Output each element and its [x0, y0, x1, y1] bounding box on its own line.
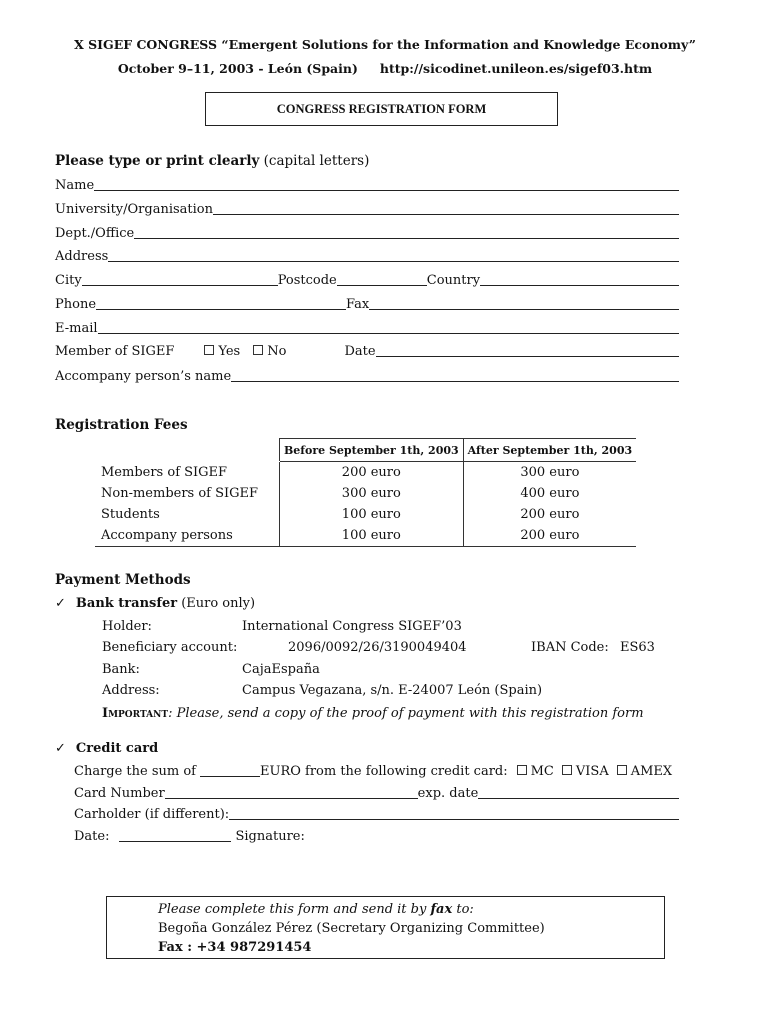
- important-note: [102, 706, 644, 721]
- address-row: [55, 249, 679, 264]
- yes-checkbox[interactable]: [204, 345, 214, 355]
- fees-header-after: After September 1th, 2003: [463, 439, 636, 462]
- fee-before: 100 euro: [280, 504, 464, 525]
- amex-checkbox[interactable]: [617, 765, 627, 775]
- visa-label: VISA: [575, 764, 609, 779]
- accompany-field[interactable]: [231, 369, 679, 382]
- fees-table: [95, 438, 636, 547]
- charge-row: [74, 764, 714, 779]
- card-date-field[interactable]: [119, 829, 231, 842]
- dept-field[interactable]: [134, 226, 679, 239]
- city-row: [55, 273, 679, 288]
- no-checkbox[interactable]: [253, 345, 263, 355]
- credit-card-heading: [55, 741, 158, 756]
- footer-line1: [158, 900, 664, 919]
- exp-date-field[interactable]: [478, 786, 679, 799]
- phone-field[interactable]: [96, 297, 346, 310]
- congress-title: X SIGEF CONGRESS “Emergent Solutions for the Information and Knowledge Economy”: [74, 37, 696, 52]
- name-label: Name: [55, 178, 95, 193]
- bank-transfer-note: (Euro only): [177, 596, 256, 611]
- date-field[interactable]: [376, 344, 679, 357]
- fee-before: 200 euro: [280, 462, 464, 484]
- congress-dates-line: [0, 61, 770, 76]
- university-label: University/Organisation: [55, 202, 213, 217]
- bank-address-value: Campus Vegazana, s/n. E-24007 León (Spain): [242, 683, 543, 698]
- instructions-normal: (capital letters): [259, 153, 370, 169]
- charge-suffix: EURO from the following credit card:: [260, 764, 508, 779]
- footer-box: [106, 896, 665, 959]
- city-field[interactable]: [82, 273, 278, 286]
- dept-label: Dept./Office: [55, 226, 135, 241]
- yes-label: Yes: [218, 344, 241, 359]
- card-date-label: Date:: [74, 829, 110, 844]
- fees-row-non-members: [95, 483, 636, 504]
- fee-after: 200 euro: [463, 525, 636, 547]
- phone-row: [55, 297, 679, 312]
- bank-value: CajaEspaña: [242, 662, 320, 677]
- instructions-bold: Please type or print clearly: [55, 153, 260, 169]
- cardholder-label: Carholder (if different):: [74, 807, 230, 822]
- footer-line1-pre: Please complete this form and send it by: [158, 902, 431, 917]
- cardholder-row: [74, 807, 679, 822]
- phone-label: Phone: [55, 297, 97, 312]
- footer-line1-bold: fax: [430, 902, 453, 917]
- accompany-row: [55, 369, 679, 384]
- exp-date-label: exp. date: [417, 786, 479, 801]
- card-number-label: Card Number: [74, 786, 165, 801]
- form-title: CONGRESS REGISTRATION FORM: [276, 101, 487, 116]
- checkmark-icon: ✓: [55, 741, 66, 756]
- city-label: City: [55, 273, 82, 288]
- date-signature-row: [74, 829, 374, 844]
- visa-checkbox[interactable]: [562, 765, 572, 775]
- visa-option[interactable]: [562, 764, 609, 779]
- account-value: 2096/0092/26/3190049404: [288, 640, 467, 655]
- country-field[interactable]: [480, 273, 679, 286]
- amex-label: AMEX: [630, 764, 673, 779]
- no-label: No: [267, 344, 287, 359]
- footer-line1-post: to:: [452, 902, 474, 917]
- fee-before: 100 euro: [280, 525, 464, 547]
- member-yes-option[interactable]: [204, 344, 240, 359]
- dept-row: [55, 226, 679, 241]
- fee-label: Accompany persons: [95, 525, 280, 547]
- fee-before: 300 euro: [280, 483, 464, 504]
- checkmark-icon: ✓: [55, 596, 66, 611]
- fees-header-before: Before September 1th, 2003: [280, 439, 464, 462]
- footer-line2: Begoña González Pérez (Secretary Organizing Committee): [158, 921, 545, 936]
- holder-value: International Congress SIGEF’03: [242, 619, 462, 634]
- bank-address-label: Address:: [102, 683, 160, 698]
- fee-label: Members of SIGEF: [101, 465, 228, 480]
- fee-after: 300 euro: [520, 465, 580, 480]
- address-field[interactable]: [108, 249, 679, 262]
- fee-after: 200 euro: [520, 507, 580, 522]
- mc-label: MC: [530, 764, 554, 779]
- card-number-field[interactable]: [165, 786, 418, 799]
- account-label: Beneficiary account:: [102, 640, 238, 655]
- instructions: [55, 153, 369, 169]
- fees-header-blank: [95, 439, 280, 462]
- name-field[interactable]: [94, 178, 679, 191]
- important-text: : Please, send a copy of the proof of payment with this registration form: [168, 706, 644, 721]
- postcode-field[interactable]: [337, 273, 427, 286]
- iban-label: IBAN Code:: [531, 640, 609, 655]
- fees-row-members: [95, 462, 636, 484]
- fee-after: 400 euro: [520, 486, 580, 501]
- mc-checkbox[interactable]: [517, 765, 527, 775]
- important-label: Important: [102, 706, 169, 721]
- member-no-option[interactable]: [253, 344, 286, 359]
- address-label: Address: [55, 249, 109, 264]
- form-title-box: [205, 92, 558, 126]
- fee-label: Non-members of SIGEF: [101, 486, 259, 501]
- iban-value: ES63: [620, 640, 655, 655]
- country-label: Country: [426, 273, 481, 288]
- fax-label: Fax: [346, 297, 370, 312]
- congress-url[interactable]: http://sicodinet.unileon.es/sigef03.htm: [379, 61, 653, 76]
- university-row: [55, 202, 679, 217]
- bank-label: Bank:: [102, 662, 140, 677]
- congress-dates: October 9–11, 2003 - León (Spain): [117, 61, 358, 76]
- credit-card-label: Credit card: [75, 741, 159, 756]
- university-field[interactable]: [213, 202, 679, 215]
- fees-header-row: [95, 439, 636, 462]
- member-label: Member of SIGEF: [55, 344, 175, 359]
- fees-row-accompany: [95, 525, 636, 547]
- cardholder-field[interactable]: [229, 807, 679, 820]
- footer-fax: Fax : +34 987291454: [158, 940, 312, 955]
- member-row: [55, 344, 679, 359]
- fees-row-students: [95, 504, 636, 525]
- date-label: Date: [344, 344, 376, 359]
- email-label: E-mail: [55, 321, 98, 336]
- mc-option[interactable]: [517, 764, 554, 779]
- name-row: [55, 178, 679, 193]
- bank-transfer-heading: [55, 596, 255, 611]
- holder-label: Holder:: [102, 619, 152, 634]
- fax-field[interactable]: [369, 297, 679, 310]
- charge-amount-field[interactable]: [200, 764, 260, 777]
- signature-label: Signature:: [235, 829, 305, 844]
- postcode-label: Postcode: [277, 273, 337, 288]
- email-row: [55, 321, 679, 336]
- bank-transfer-label: Bank transfer: [75, 596, 178, 611]
- email-field[interactable]: [98, 321, 679, 334]
- charge-prefix: Charge the sum of: [74, 764, 196, 779]
- card-number-row: [74, 786, 679, 801]
- fee-label: Students: [101, 507, 160, 522]
- fees-title: Registration Fees: [55, 417, 188, 433]
- accompany-label: Accompany person’s name: [55, 369, 232, 384]
- payment-title: Payment Methods: [55, 572, 191, 588]
- amex-option[interactable]: [617, 764, 672, 779]
